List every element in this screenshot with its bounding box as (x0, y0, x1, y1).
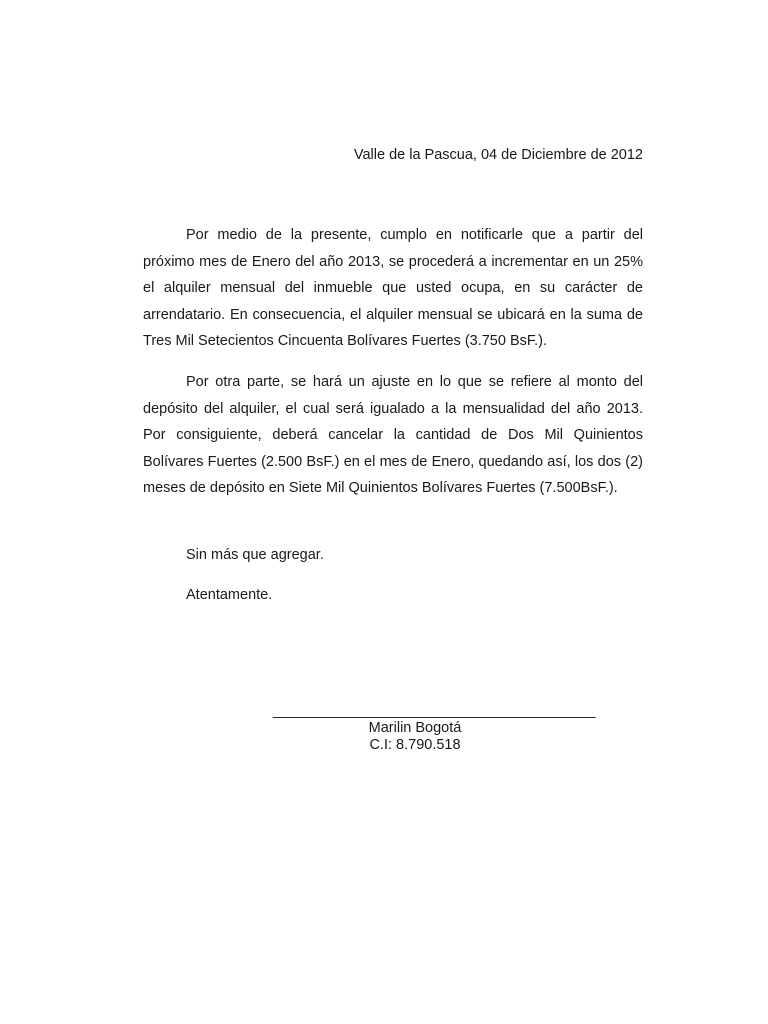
paragraph-text: Por otra parte, se hará un ajuste en lo que se refiere al monto del depósito del alquiler, el cual será igualado a la mensualidad del año 2013. Por consiguiente, deberá cancelar la cantidad de Dos Mil Quinientos Bolívares Fuertes (2.500 BsF.) en el mes de Enero, quedando así, los dos (2) meses de depósito en Siete Mil Quinientos Bolívares Fuertes (7.500BsF.). (143, 374, 643, 496)
signer-id: C.I: 8.790.518 (369, 737, 461, 753)
signature-block (273, 703, 596, 754)
signature-line: ________________________________________ (273, 703, 596, 719)
closing-remark: Sin más que agregar. (186, 547, 324, 563)
closing-salutation: Atentamente. (186, 587, 273, 603)
paragraph-deposit-adjustment (143, 369, 643, 502)
paragraph-rent-increase (143, 222, 643, 355)
place-date: Valle de la Pascua, 04 de Diciembre de 2012 (353, 147, 643, 163)
paragraph-text: Por medio de la presente, cumplo en notificarle que a partir del próximo mes de Enero del año 2013, se procederá a incrementar en un 25% el alquiler mensual del inmueble que usted ocupa, en su carácter de arrendatario. En consecuencia, el alquiler mensual se ubicará en la suma de Tres Mil Setecientos Cincuenta Bolívares Fuertes (3.750 BsF.). (143, 227, 643, 349)
signer-name: Marilin Bogotá (368, 720, 462, 736)
